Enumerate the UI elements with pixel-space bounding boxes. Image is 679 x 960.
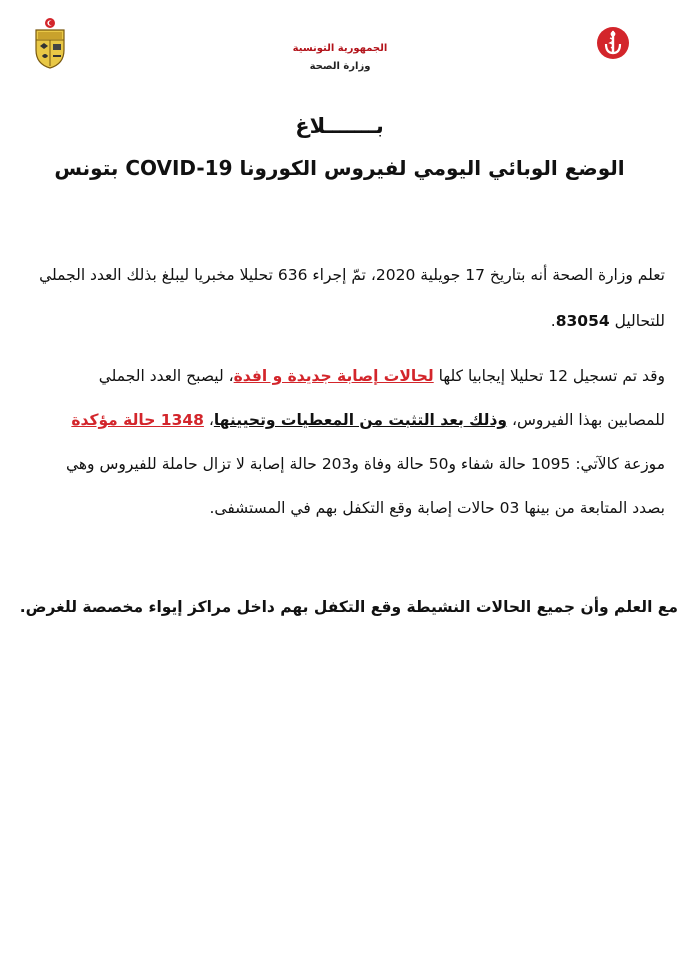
- tunisia-coat-of-arms-icon: [30, 16, 70, 70]
- ministry-of-health-logo-icon: [596, 26, 630, 60]
- paragraph-tests-text: تعلم وزارة الصحة أنه بتاريخ 17 جويلية 2020، تمّ إجراء 636 تحليلا مخبريا ليبلغ بذلك العدد الجملي للتحاليل: [39, 266, 665, 330]
- government-header: [240, 42, 440, 75]
- announcement-title: بـــــــلاغ: [295, 114, 384, 138]
- data-verification-highlight: وذلك بعد التثبت من المعطيات وتحيينها: [213, 411, 508, 429]
- announcement-subtitle: الوضع الوبائي اليومي لفيروس الكورونا COVID-19 بتونس: [54, 156, 625, 180]
- paragraph-cases-text-a: وقد تم تسجيل 12 تحليلا إيجابيا كلها: [433, 367, 665, 385]
- paragraph-tests-end: .: [550, 312, 556, 330]
- paragraph-cases: [38, 354, 665, 530]
- new-imported-cases-highlight: لحالات إصابة جديدة و افدة: [233, 367, 434, 385]
- ministry-name: وزارة الصحة: [309, 61, 371, 72]
- paragraph-cases-text-c: ،: [203, 411, 214, 429]
- total-tests-value: 83054: [555, 312, 610, 330]
- paragraph-cases-text-d: موزعة كالآتي: 1095 حالة شفاء و50 حالة وفاة و203 حالة إصابة لا تزال حاملة للفيروس وهي بصدد المتابعة من بينها 03 حالات إصابة وقع التكفل بهم في المستشفى.: [65, 455, 665, 517]
- confirmed-cases-highlight: 1348 حالة مؤكدة: [71, 411, 204, 429]
- paragraph-tests: [38, 252, 665, 344]
- paragraph-cases-text-b: ، ليصبح العدد الجملي للمصابين بهذا الفيروس،: [98, 367, 665, 429]
- country-name: الجمهورية التونسية: [292, 43, 388, 54]
- paragraph-active-cases: مع العلم وأن جميع الحالات النشيطة وقع التكفل بهم داخل مراكز إيواء مخصصة للغرض.: [19, 598, 678, 616]
